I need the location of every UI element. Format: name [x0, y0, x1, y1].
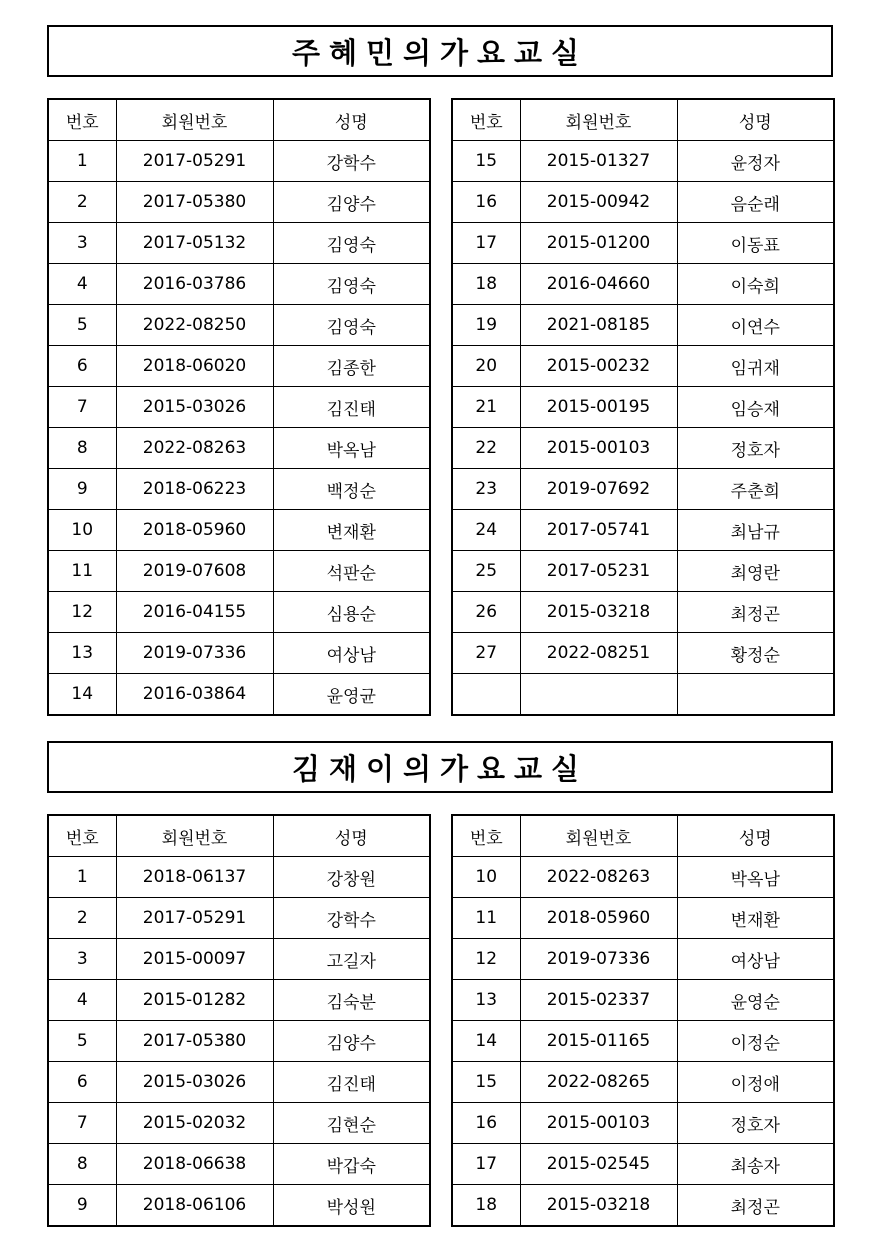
member-id-cell: 2017-05380 [116, 182, 273, 223]
table-row [48, 592, 430, 633]
table-row [452, 141, 834, 182]
name-header: 성명 [273, 99, 430, 141]
section-2-title: 김재이의가요교실 [47, 741, 833, 793]
member-id-cell: 2018-06137 [116, 857, 273, 898]
table-row [452, 633, 834, 674]
name-cell: 강학수 [273, 141, 430, 182]
number-cell: 23 [452, 469, 520, 510]
member-id-cell: 2016-04155 [116, 592, 273, 633]
member-id-cell: 2016-03786 [116, 264, 273, 305]
table-row [452, 857, 834, 898]
number-cell: 1 [48, 857, 116, 898]
name-cell: 이동표 [677, 223, 834, 264]
member-id-cell: 2019-07692 [520, 469, 677, 510]
name-cell: 여상남 [273, 633, 430, 674]
number-cell: 11 [48, 551, 116, 592]
number-header: 번호 [452, 815, 520, 857]
member-id-header: 회원번호 [520, 99, 677, 141]
member-id-cell: 2018-05960 [520, 898, 677, 939]
name-header: 성명 [677, 99, 834, 141]
number-cell: 11 [452, 898, 520, 939]
number-cell: 13 [48, 633, 116, 674]
table-row [48, 551, 430, 592]
name-cell: 변재환 [273, 510, 430, 551]
member-id-header: 회원번호 [116, 99, 273, 141]
number-cell: 24 [452, 510, 520, 551]
name-cell: 이정애 [677, 1062, 834, 1103]
name-cell: 최송자 [677, 1144, 834, 1185]
member-id-cell: 2015-01165 [520, 1021, 677, 1062]
member-id-cell: 2015-01327 [520, 141, 677, 182]
name-cell: 윤영순 [677, 980, 834, 1021]
table-row [452, 1185, 834, 1227]
member-id-cell: 2015-00103 [520, 1103, 677, 1144]
name-cell: 박옥남 [273, 428, 430, 469]
table-row [48, 1062, 430, 1103]
member-id-cell: 2019-07608 [116, 551, 273, 592]
name-cell: 김영숙 [273, 264, 430, 305]
table-row [452, 551, 834, 592]
member-id-cell: 2018-06020 [116, 346, 273, 387]
name-cell: 이숙희 [677, 264, 834, 305]
name-cell: 석판순 [273, 551, 430, 592]
table-row [452, 1144, 834, 1185]
number-header: 번호 [48, 99, 116, 141]
header-row [452, 99, 834, 141]
member-id-cell: 2015-02032 [116, 1103, 273, 1144]
member-id-header: 회원번호 [520, 815, 677, 857]
number-cell: 14 [48, 674, 116, 716]
table-row [48, 939, 430, 980]
member-id-cell: 2018-06223 [116, 469, 273, 510]
table-row [48, 387, 430, 428]
name-cell: 임승재 [677, 387, 834, 428]
name-cell: 박성원 [273, 1185, 430, 1227]
section-1-left-table [47, 98, 431, 716]
name-cell: 최영란 [677, 551, 834, 592]
number-cell: 5 [48, 1021, 116, 1062]
member-id-header: 회원번호 [116, 815, 273, 857]
table-row [452, 980, 834, 1021]
member-id-cell: 2022-08250 [116, 305, 273, 346]
member-id-cell: 2015-02545 [520, 1144, 677, 1185]
member-id-cell: 2022-08263 [520, 857, 677, 898]
table-row [48, 182, 430, 223]
name-cell: 최정곤 [677, 1185, 834, 1227]
number-cell: 6 [48, 1062, 116, 1103]
number-cell: 18 [452, 264, 520, 305]
number-cell: 5 [48, 305, 116, 346]
member-id-cell: 2015-01282 [116, 980, 273, 1021]
number-cell: 8 [48, 1144, 116, 1185]
table-row [452, 305, 834, 346]
table-row [48, 305, 430, 346]
section-2-right-table [451, 814, 835, 1227]
member-id-cell: 2019-07336 [116, 633, 273, 674]
number-cell: 3 [48, 223, 116, 264]
name-cell: 백정순 [273, 469, 430, 510]
number-cell: 12 [452, 939, 520, 980]
name-cell: 강창원 [273, 857, 430, 898]
table-row [48, 980, 430, 1021]
number-cell: 1 [48, 141, 116, 182]
section-2-left-table [47, 814, 431, 1227]
header-row [48, 99, 430, 141]
number-cell: 2 [48, 182, 116, 223]
name-cell: 강학수 [273, 898, 430, 939]
name-cell: 박옥남 [677, 857, 834, 898]
member-id-cell: 2015-00103 [520, 428, 677, 469]
member-id-cell: 2015-00232 [520, 346, 677, 387]
table-row [452, 387, 834, 428]
number-cell: 7 [48, 1103, 116, 1144]
name-cell: 이정순 [677, 1021, 834, 1062]
number-cell: 17 [452, 223, 520, 264]
table-row [452, 674, 834, 716]
member-id-cell: 2017-05380 [116, 1021, 273, 1062]
member-id-cell: 2015-03218 [520, 1185, 677, 1227]
number-header: 번호 [48, 815, 116, 857]
name-cell: 김영숙 [273, 223, 430, 264]
name-cell: 최정곤 [677, 592, 834, 633]
table-row [48, 1144, 430, 1185]
number-cell: 3 [48, 939, 116, 980]
number-cell: 18 [452, 1185, 520, 1227]
number-cell: 9 [48, 469, 116, 510]
member-id-cell: 2022-08265 [520, 1062, 677, 1103]
name-cell: 이연수 [677, 305, 834, 346]
number-cell: 26 [452, 592, 520, 633]
table-row [48, 857, 430, 898]
member-id-cell: 2019-07336 [520, 939, 677, 980]
member-id-cell: 2022-08263 [116, 428, 273, 469]
number-cell: 17 [452, 1144, 520, 1185]
name-cell: 김현순 [273, 1103, 430, 1144]
member-id-cell: 2017-05291 [116, 898, 273, 939]
number-header: 번호 [452, 99, 520, 141]
number-cell: 21 [452, 387, 520, 428]
number-cell: 12 [48, 592, 116, 633]
name-cell: 황정순 [677, 633, 834, 674]
number-cell: 13 [452, 980, 520, 1021]
number-cell: 22 [452, 428, 520, 469]
name-cell: 최남규 [677, 510, 834, 551]
table-row [452, 939, 834, 980]
name-cell: 김진태 [273, 1062, 430, 1103]
member-id-cell: 2018-05960 [116, 510, 273, 551]
member-id-cell: 2017-05741 [520, 510, 677, 551]
name-cell: 정호자 [677, 1103, 834, 1144]
name-cell: 박갑숙 [273, 1144, 430, 1185]
table-row [452, 264, 834, 305]
name-cell [677, 674, 834, 716]
member-id-cell: 2015-00097 [116, 939, 273, 980]
member-id-cell: 2015-00195 [520, 387, 677, 428]
number-cell: 25 [452, 551, 520, 592]
name-cell: 심용순 [273, 592, 430, 633]
number-cell: 9 [48, 1185, 116, 1227]
name-header: 성명 [677, 815, 834, 857]
table-row [48, 141, 430, 182]
name-cell: 김양수 [273, 182, 430, 223]
member-id-cell: 2015-02337 [520, 980, 677, 1021]
name-cell: 김진태 [273, 387, 430, 428]
table-row [48, 346, 430, 387]
header-row [452, 815, 834, 857]
member-id-cell: 2018-06106 [116, 1185, 273, 1227]
member-id-cell: 2016-03864 [116, 674, 273, 716]
member-id-cell [520, 674, 677, 716]
name-cell: 김양수 [273, 1021, 430, 1062]
number-cell: 15 [452, 1062, 520, 1103]
member-id-cell: 2017-05231 [520, 551, 677, 592]
table-row [452, 1062, 834, 1103]
table-row [48, 469, 430, 510]
name-cell: 김숙분 [273, 980, 430, 1021]
member-id-cell: 2015-03026 [116, 387, 273, 428]
number-cell [452, 674, 520, 716]
number-cell: 8 [48, 428, 116, 469]
name-cell: 윤영균 [273, 674, 430, 716]
table-row [48, 898, 430, 939]
table-row [452, 592, 834, 633]
name-cell: 음순래 [677, 182, 834, 223]
name-cell: 변재환 [677, 898, 834, 939]
number-cell: 14 [452, 1021, 520, 1062]
member-id-cell: 2015-01200 [520, 223, 677, 264]
number-cell: 7 [48, 387, 116, 428]
number-cell: 16 [452, 182, 520, 223]
name-header: 성명 [273, 815, 430, 857]
section-1-title: 주혜민의가요교실 [47, 25, 833, 77]
member-id-cell: 2018-06638 [116, 1144, 273, 1185]
name-cell: 김영숙 [273, 305, 430, 346]
number-cell: 15 [452, 141, 520, 182]
table-row [452, 510, 834, 551]
table-row [48, 633, 430, 674]
table-row [48, 674, 430, 716]
table-row [452, 223, 834, 264]
name-cell: 윤정자 [677, 141, 834, 182]
number-cell: 16 [452, 1103, 520, 1144]
table-row [452, 428, 834, 469]
table-row [452, 898, 834, 939]
member-id-cell: 2015-03218 [520, 592, 677, 633]
table-row [452, 1103, 834, 1144]
table-row [48, 223, 430, 264]
member-id-cell: 2022-08251 [520, 633, 677, 674]
member-id-cell: 2016-04660 [520, 264, 677, 305]
table-row [452, 182, 834, 223]
name-cell: 정호자 [677, 428, 834, 469]
member-id-cell: 2015-03026 [116, 1062, 273, 1103]
table-row [48, 428, 430, 469]
section-1-right-table [451, 98, 835, 716]
member-id-cell: 2017-05132 [116, 223, 273, 264]
table-row [452, 469, 834, 510]
number-cell: 4 [48, 980, 116, 1021]
member-id-cell: 2021-08185 [520, 305, 677, 346]
table-row [48, 1021, 430, 1062]
number-cell: 10 [452, 857, 520, 898]
number-cell: 10 [48, 510, 116, 551]
table-row [48, 1103, 430, 1144]
table-row [48, 264, 430, 305]
name-cell: 김종한 [273, 346, 430, 387]
table-row [452, 346, 834, 387]
name-cell: 여상남 [677, 939, 834, 980]
table-row [48, 1185, 430, 1227]
header-row [48, 815, 430, 857]
name-cell: 고길자 [273, 939, 430, 980]
number-cell: 6 [48, 346, 116, 387]
member-id-cell: 2015-00942 [520, 182, 677, 223]
name-cell: 임귀재 [677, 346, 834, 387]
table-row [452, 1021, 834, 1062]
number-cell: 2 [48, 898, 116, 939]
number-cell: 27 [452, 633, 520, 674]
member-id-cell: 2017-05291 [116, 141, 273, 182]
number-cell: 19 [452, 305, 520, 346]
number-cell: 4 [48, 264, 116, 305]
name-cell: 주춘희 [677, 469, 834, 510]
table-row [48, 510, 430, 551]
number-cell: 20 [452, 346, 520, 387]
